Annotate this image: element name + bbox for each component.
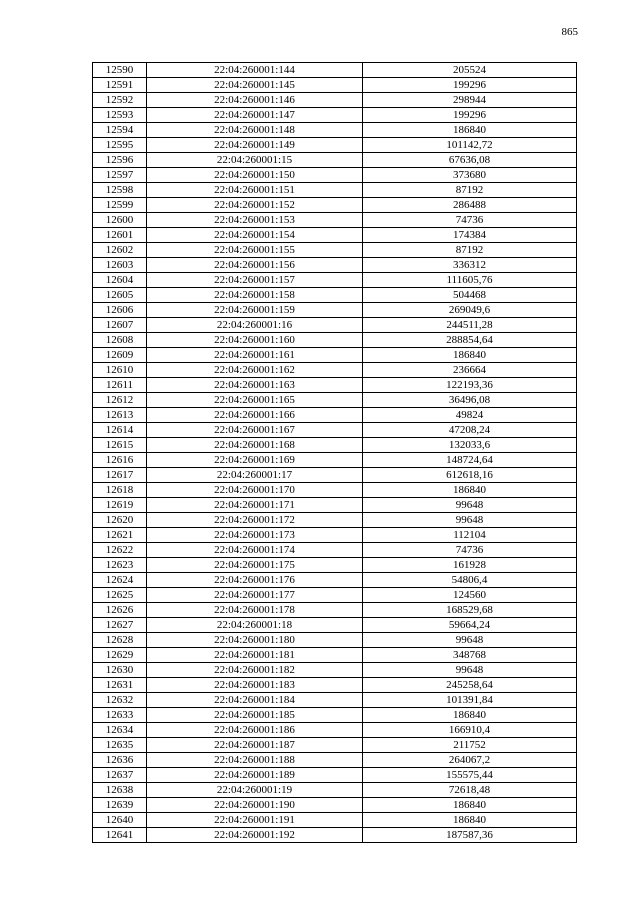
cadastral-number-cell: 22:04:260001:177 <box>147 588 363 603</box>
table-row <box>93 498 577 513</box>
table-body <box>93 63 577 843</box>
cadastral-number-cell: 22:04:260001:149 <box>147 138 363 153</box>
row-number-cell: 12616 <box>93 453 147 468</box>
row-number-cell: 12604 <box>93 273 147 288</box>
row-number-cell: 12620 <box>93 513 147 528</box>
table-row <box>93 693 577 708</box>
cadastral-number-cell: 22:04:260001:191 <box>147 813 363 828</box>
cadastral-number-cell: 22:04:260001:157 <box>147 273 363 288</box>
row-number-cell: 12592 <box>93 93 147 108</box>
row-number-cell: 12615 <box>93 438 147 453</box>
cadastral-value-cell: 174384 <box>363 228 577 243</box>
cadastral-value-cell: 99648 <box>363 513 577 528</box>
table-row <box>93 723 577 738</box>
cadastral-number-cell: 22:04:260001:146 <box>147 93 363 108</box>
cadastral-number-cell: 22:04:260001:168 <box>147 438 363 453</box>
table-row <box>93 438 577 453</box>
row-number-cell: 12621 <box>93 528 147 543</box>
table-row <box>93 333 577 348</box>
cadastral-value-cell: 47208,24 <box>363 423 577 438</box>
row-number-cell: 12611 <box>93 378 147 393</box>
cadastral-number-cell: 22:04:260001:147 <box>147 108 363 123</box>
row-number-cell: 12603 <box>93 258 147 273</box>
cadastral-value-cell: 186840 <box>363 813 577 828</box>
row-number-cell: 12594 <box>93 123 147 138</box>
table-row <box>93 588 577 603</box>
cadastral-value-cell: 245258,64 <box>363 678 577 693</box>
cadastral-number-cell: 22:04:260001:170 <box>147 483 363 498</box>
table-row <box>93 453 577 468</box>
table-row <box>93 603 577 618</box>
cadastral-value-cell: 186840 <box>363 798 577 813</box>
row-number-cell: 12612 <box>93 393 147 408</box>
table-row <box>93 108 577 123</box>
cadastral-number-cell: 22:04:260001:161 <box>147 348 363 363</box>
cadastral-number-cell: 22:04:260001:19 <box>147 783 363 798</box>
cadastral-number-cell: 22:04:260001:174 <box>147 543 363 558</box>
table-row <box>93 378 577 393</box>
cadastral-value-cell: 59664,24 <box>363 618 577 633</box>
cadastral-value-cell: 288854,64 <box>363 333 577 348</box>
row-number-cell: 12623 <box>93 558 147 573</box>
cadastral-number-cell: 22:04:260001:155 <box>147 243 363 258</box>
row-number-cell: 12630 <box>93 663 147 678</box>
cadastral-number-cell: 22:04:260001:184 <box>147 693 363 708</box>
cadastral-number-cell: 22:04:260001:169 <box>147 453 363 468</box>
table-row <box>93 543 577 558</box>
row-number-cell: 12632 <box>93 693 147 708</box>
row-number-cell: 12634 <box>93 723 147 738</box>
row-number-cell: 12639 <box>93 798 147 813</box>
cadastral-number-cell: 22:04:260001:163 <box>147 378 363 393</box>
cadastral-number-cell: 22:04:260001:156 <box>147 258 363 273</box>
table-row <box>93 123 577 138</box>
row-number-cell: 12596 <box>93 153 147 168</box>
cadastral-number-cell: 22:04:260001:153 <box>147 213 363 228</box>
row-number-cell: 12622 <box>93 543 147 558</box>
cadastral-number-cell: 22:04:260001:16 <box>147 318 363 333</box>
cadastral-number-cell: 22:04:260001:188 <box>147 753 363 768</box>
table-row <box>93 78 577 93</box>
cadastral-number-cell: 22:04:260001:154 <box>147 228 363 243</box>
cadastral-value-cell: 244511,28 <box>363 318 577 333</box>
table-row <box>93 153 577 168</box>
row-number-cell: 12625 <box>93 588 147 603</box>
row-number-cell: 12602 <box>93 243 147 258</box>
row-number-cell: 12591 <box>93 78 147 93</box>
table-row <box>93 618 577 633</box>
cadastral-number-cell: 22:04:260001:145 <box>147 78 363 93</box>
row-number-cell: 12595 <box>93 138 147 153</box>
cadastral-value-cell: 49824 <box>363 408 577 423</box>
cadastral-value-cell: 612618,16 <box>363 468 577 483</box>
row-number-cell: 12626 <box>93 603 147 618</box>
table-row <box>93 393 577 408</box>
cadastral-number-cell: 22:04:260001:18 <box>147 618 363 633</box>
row-number-cell: 12641 <box>93 828 147 843</box>
row-number-cell: 12609 <box>93 348 147 363</box>
cadastral-value-cell: 187587,36 <box>363 828 577 843</box>
cadastral-value-cell: 236664 <box>363 363 577 378</box>
cadastral-value-cell: 186840 <box>363 483 577 498</box>
cadastral-number-cell: 22:04:260001:158 <box>147 288 363 303</box>
row-number-cell: 12619 <box>93 498 147 513</box>
row-number-cell: 12606 <box>93 303 147 318</box>
cadastral-number-cell: 22:04:260001:150 <box>147 168 363 183</box>
cadastral-value-cell: 264067,2 <box>363 753 577 768</box>
row-number-cell: 12617 <box>93 468 147 483</box>
cadastral-value-cell: 269049,6 <box>363 303 577 318</box>
row-number-cell: 12638 <box>93 783 147 798</box>
cadastral-number-cell: 22:04:260001:15 <box>147 153 363 168</box>
cadastral-number-cell: 22:04:260001:175 <box>147 558 363 573</box>
cadastral-value-cell: 336312 <box>363 258 577 273</box>
table-row <box>93 528 577 543</box>
row-number-cell: 12640 <box>93 813 147 828</box>
cadastral-number-cell: 22:04:260001:167 <box>147 423 363 438</box>
row-number-cell: 12605 <box>93 288 147 303</box>
table-row <box>93 633 577 648</box>
row-number-cell: 12628 <box>93 633 147 648</box>
cadastral-number-cell: 22:04:260001:183 <box>147 678 363 693</box>
row-number-cell: 12610 <box>93 363 147 378</box>
cadastral-number-cell: 22:04:260001:166 <box>147 408 363 423</box>
row-number-cell: 12636 <box>93 753 147 768</box>
page-number: 865 <box>561 26 578 38</box>
table-row <box>93 573 577 588</box>
table-row <box>93 408 577 423</box>
row-number-cell: 12624 <box>93 573 147 588</box>
table-row <box>93 363 577 378</box>
table-row <box>93 243 577 258</box>
table-row <box>93 558 577 573</box>
row-number-cell: 12600 <box>93 213 147 228</box>
table-row <box>93 258 577 273</box>
cadastral-value-cell: 186840 <box>363 348 577 363</box>
cadastral-value-cell: 99648 <box>363 663 577 678</box>
cadastral-value-cell: 74736 <box>363 543 577 558</box>
row-number-cell: 12635 <box>93 738 147 753</box>
table-row <box>93 63 577 78</box>
cadastral-number-cell: 22:04:260001:186 <box>147 723 363 738</box>
table-row <box>93 513 577 528</box>
row-number-cell: 12599 <box>93 198 147 213</box>
cadastral-value-cell: 155575,44 <box>363 768 577 783</box>
table-row <box>93 798 577 813</box>
cadastral-value-cell: 99648 <box>363 498 577 513</box>
cadastral-value-cell: 186840 <box>363 708 577 723</box>
cadastral-value-cell: 111605,76 <box>363 273 577 288</box>
table-row <box>93 228 577 243</box>
table-row <box>93 678 577 693</box>
cadastral-value-cell: 148724,64 <box>363 453 577 468</box>
table-row <box>93 708 577 723</box>
cadastral-value-cell: 168529,68 <box>363 603 577 618</box>
cadastral-value-cell: 199296 <box>363 78 577 93</box>
cadastral-number-cell: 22:04:260001:151 <box>147 183 363 198</box>
cadastral-value-cell: 186840 <box>363 123 577 138</box>
table-row <box>93 483 577 498</box>
row-number-cell: 12631 <box>93 678 147 693</box>
cadastral-number-cell: 22:04:260001:178 <box>147 603 363 618</box>
cadastral-value-cell: 286488 <box>363 198 577 213</box>
cadastral-value-cell: 298944 <box>363 93 577 108</box>
table-row <box>93 753 577 768</box>
row-number-cell: 12618 <box>93 483 147 498</box>
cadastral-value-table <box>92 62 577 843</box>
table-row <box>93 648 577 663</box>
table-row <box>93 213 577 228</box>
table-row <box>93 318 577 333</box>
cadastral-number-cell: 22:04:260001:160 <box>147 333 363 348</box>
cadastral-value-cell: 99648 <box>363 633 577 648</box>
cadastral-number-cell: 22:04:260001:165 <box>147 393 363 408</box>
cadastral-value-cell: 67636,08 <box>363 153 577 168</box>
cadastral-value-cell: 166910,4 <box>363 723 577 738</box>
table-row <box>93 768 577 783</box>
table-row <box>93 138 577 153</box>
row-number-cell: 12637 <box>93 768 147 783</box>
table-row <box>93 738 577 753</box>
table-row <box>93 348 577 363</box>
cadastral-number-cell: 22:04:260001:190 <box>147 798 363 813</box>
cadastral-number-cell: 22:04:260001:171 <box>147 498 363 513</box>
row-number-cell: 12597 <box>93 168 147 183</box>
cadastral-number-cell: 22:04:260001:180 <box>147 633 363 648</box>
cadastral-number-cell: 22:04:260001:152 <box>147 198 363 213</box>
table-row <box>93 663 577 678</box>
cadastral-number-cell: 22:04:260001:182 <box>147 663 363 678</box>
cadastral-value-cell: 504468 <box>363 288 577 303</box>
cadastral-number-cell: 22:04:260001:185 <box>147 708 363 723</box>
table-row <box>93 288 577 303</box>
cadastral-value-cell: 348768 <box>363 648 577 663</box>
cadastral-value-cell: 122193,36 <box>363 378 577 393</box>
row-number-cell: 12593 <box>93 108 147 123</box>
cadastral-number-cell: 22:04:260001:176 <box>147 573 363 588</box>
cadastral-number-cell: 22:04:260001:192 <box>147 828 363 843</box>
table-row <box>93 468 577 483</box>
row-number-cell: 12598 <box>93 183 147 198</box>
cadastral-value-cell: 74736 <box>363 213 577 228</box>
table-row <box>93 198 577 213</box>
table-row <box>93 813 577 828</box>
cadastral-value-cell: 373680 <box>363 168 577 183</box>
cadastral-number-cell: 22:04:260001:181 <box>147 648 363 663</box>
cadastral-value-cell: 132033,6 <box>363 438 577 453</box>
table-row <box>93 303 577 318</box>
table-row <box>93 783 577 798</box>
table-row <box>93 828 577 843</box>
row-number-cell: 12614 <box>93 423 147 438</box>
cadastral-number-cell: 22:04:260001:172 <box>147 513 363 528</box>
cadastral-number-cell: 22:04:260001:189 <box>147 768 363 783</box>
cadastral-value-cell: 205524 <box>363 63 577 78</box>
row-number-cell: 12607 <box>93 318 147 333</box>
row-number-cell: 12590 <box>93 63 147 78</box>
cadastral-number-cell: 22:04:260001:173 <box>147 528 363 543</box>
cadastral-number-cell: 22:04:260001:159 <box>147 303 363 318</box>
row-number-cell: 12627 <box>93 618 147 633</box>
cadastral-value-cell: 72618,48 <box>363 783 577 798</box>
cadastral-value-cell: 87192 <box>363 183 577 198</box>
cadastral-number-cell: 22:04:260001:187 <box>147 738 363 753</box>
cadastral-value-cell: 101142,72 <box>363 138 577 153</box>
cadastral-value-cell: 211752 <box>363 738 577 753</box>
cadastral-value-cell: 54806,4 <box>363 573 577 588</box>
cadastral-value-cell: 124560 <box>363 588 577 603</box>
cadastral-value-cell: 101391,84 <box>363 693 577 708</box>
table-row <box>93 423 577 438</box>
row-number-cell: 12633 <box>93 708 147 723</box>
cadastral-number-cell: 22:04:260001:17 <box>147 468 363 483</box>
cadastral-value-cell: 87192 <box>363 243 577 258</box>
row-number-cell: 12613 <box>93 408 147 423</box>
row-number-cell: 12601 <box>93 228 147 243</box>
cadastral-value-cell: 112104 <box>363 528 577 543</box>
cadastral-number-cell: 22:04:260001:162 <box>147 363 363 378</box>
table-row <box>93 168 577 183</box>
cadastral-value-cell: 199296 <box>363 108 577 123</box>
table-row <box>93 183 577 198</box>
row-number-cell: 12608 <box>93 333 147 348</box>
cadastral-number-cell: 22:04:260001:144 <box>147 63 363 78</box>
table-row <box>93 93 577 108</box>
row-number-cell: 12629 <box>93 648 147 663</box>
cadastral-number-cell: 22:04:260001:148 <box>147 123 363 138</box>
cadastral-value-cell: 36496,08 <box>363 393 577 408</box>
table-row <box>93 273 577 288</box>
cadastral-value-cell: 161928 <box>363 558 577 573</box>
